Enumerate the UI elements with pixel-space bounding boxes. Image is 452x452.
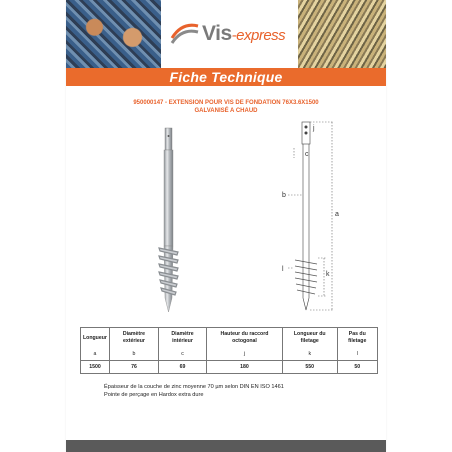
dim-label-a: a	[335, 211, 339, 218]
note-drill-tip: Pointe de perçage en Hardox extra dure	[104, 392, 204, 398]
tools-photo	[66, 0, 161, 68]
brand-name-accent: -express	[231, 27, 286, 44]
product-photo	[150, 126, 186, 314]
brand-logo[interactable]	[170, 16, 290, 56]
header-cell: Longueur du filetage	[282, 328, 337, 348]
brand-name	[202, 22, 285, 46]
symbol-cell: j	[207, 348, 283, 361]
symbol-cell: k	[282, 348, 337, 361]
table-header-row	[81, 328, 378, 348]
screws-photo	[298, 0, 386, 68]
dim-label-l: l	[282, 266, 284, 273]
dim-label-b: b	[282, 192, 286, 199]
logo-swoosh-icon	[170, 18, 200, 46]
product-notes	[104, 383, 284, 399]
specification-table	[80, 327, 378, 374]
table-value-row	[81, 361, 378, 374]
banner-title: Fiche Technique	[169, 69, 283, 85]
symbol-cell: c	[159, 348, 207, 361]
symbol-cell: a	[81, 348, 110, 361]
dim-label-k: k	[326, 271, 330, 278]
header-cell: Diamètre extérieur	[109, 328, 158, 348]
technical-drawing	[266, 118, 348, 318]
technical-sheet-page	[66, 0, 386, 452]
table-symbol-row	[81, 348, 378, 361]
note-zinc-coating: Épaisseur de la couche de zinc moyenne 70 µm selon DIN EN ISO 1461	[104, 384, 284, 390]
header-cell: Hauteur du raccord octogonal	[207, 328, 283, 348]
reference-line-2: GALVANISÉ A CHAUD	[194, 108, 258, 114]
header-cell: Pas du filetage	[337, 328, 377, 348]
title-banner	[66, 68, 386, 86]
symbol-cell: l	[337, 348, 377, 361]
dim-label-j: j	[313, 125, 315, 132]
value-cell: 1500	[81, 361, 110, 374]
value-cell: 550	[282, 361, 337, 374]
brand-name-main: Vis	[202, 22, 232, 45]
value-cell: 180	[207, 361, 283, 374]
dim-label-c: c	[305, 151, 309, 158]
value-cell: 50	[337, 361, 377, 374]
product-reference	[66, 99, 386, 115]
header	[66, 0, 386, 68]
header-cell: Diamètre intérieur	[159, 328, 207, 348]
symbol-cell: b	[109, 348, 158, 361]
footer-bar	[66, 440, 386, 452]
value-cell: 69	[159, 361, 207, 374]
header-cell: Longueur	[81, 328, 110, 348]
value-cell: 76	[109, 361, 158, 374]
reference-line-1: 950000147 - EXTENSION POUR VIS DE FONDATION 76X3.6X1500	[133, 100, 319, 106]
